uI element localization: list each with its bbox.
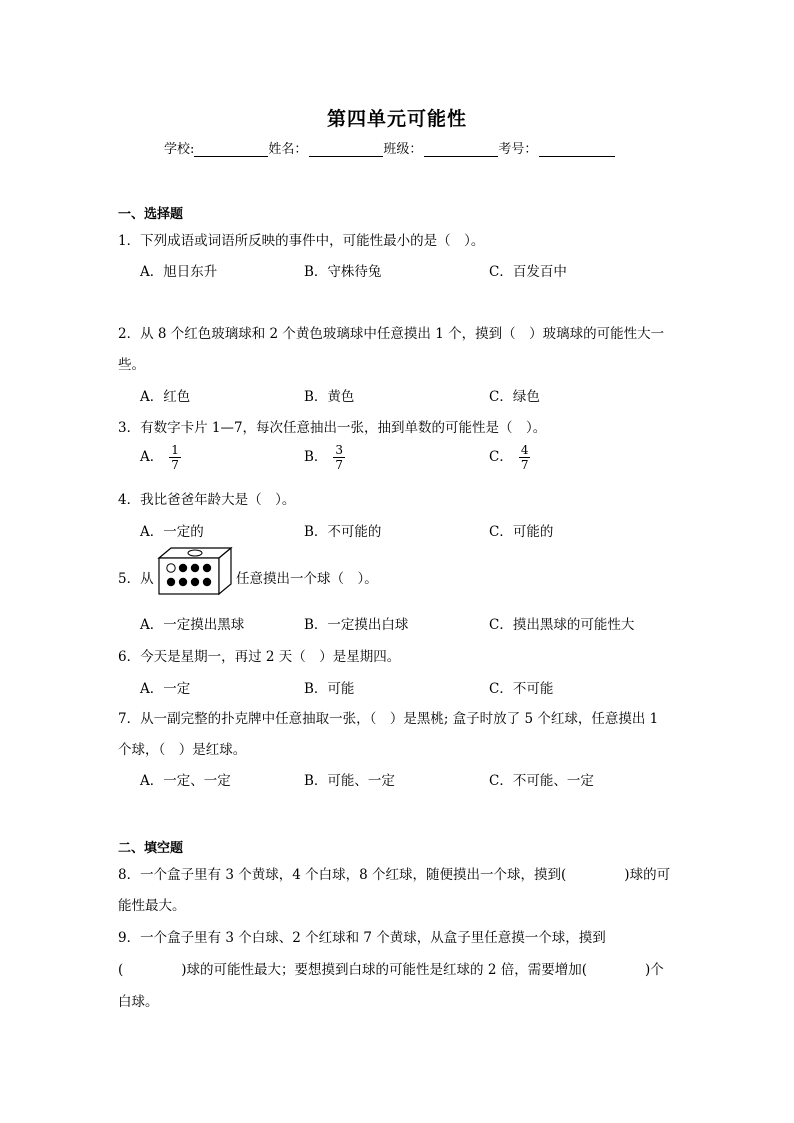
q3-option-c [489, 443, 530, 472]
page-title: 第四单元可能性 [326, 108, 467, 130]
q1-option-b: B．守株待兔 [304, 264, 382, 280]
q5-option-a: A．一定摸出黑球 [140, 617, 245, 633]
q3-b-numerator: 3 [335, 443, 344, 457]
question-6: 6．今天是星期一，再过 2 天（ ）是星期四。 [118, 649, 401, 665]
q8-text-a: 8．一个盒子里有 3 个黄球，4 个白球，8 个红球，随便摸出一个球，摸到( [118, 867, 567, 883]
q3-option-a [140, 443, 181, 472]
q1-option-a: A．旭日东升 [140, 264, 218, 280]
question-8-line-2: 能性最大。 [118, 898, 186, 914]
q4-option-b: B．不可能的 [304, 524, 382, 540]
q8-text-b: )球的可 [624, 867, 671, 883]
q3-a-denominator: 7 [171, 458, 179, 472]
question-9-line-1: 9．一个盒子里有 3 个白球、2 个红球和 7 个黄球，从盒子里任意摸一个球，摸到 [118, 930, 606, 946]
question-3: 3．有数字卡片 1—7，每次任意抽出一张，抽到单数的可能性是（ ）。 [118, 420, 547, 436]
exam-no-blank[interactable] [539, 142, 615, 157]
q3-c-label: C． [489, 449, 513, 465]
q3-b-label: B． [304, 449, 328, 465]
school-blank[interactable] [194, 142, 268, 157]
q3-a-label: A． [140, 449, 164, 465]
q7-option-a: A．一定、一定 [140, 773, 231, 789]
q6-option-b: B．可能 [304, 681, 355, 697]
q2-option-c: C．绿色 [489, 389, 540, 405]
q9-text-a: ( [118, 962, 124, 978]
exam-no-label: 考号： [498, 142, 538, 157]
question-2-line-2: 些。 [118, 357, 145, 373]
ball-box-icon [157, 546, 233, 600]
q9-text-b: )球的可能性最大；要想摸到白球的可能性是红球的 2 倍，需要增加( [181, 962, 587, 978]
q4-option-c: C．可能的 [489, 524, 554, 540]
class-blank[interactable] [424, 142, 498, 157]
section-fill-heading: 二、填空题 [118, 841, 184, 856]
q3-option-b [304, 443, 345, 472]
question-7-line-2: 个球，（ ）是红球。 [118, 742, 247, 758]
question-1: 1．下列成语或词语所反映的事件中，可能性最小的是（ ）。 [118, 233, 485, 249]
question-5-suffix: 任意摸出一个球（ ）。 [236, 571, 378, 587]
section-choice-heading: 一、选择题 [118, 207, 184, 222]
name-label: 姓名： [268, 142, 308, 157]
q4-option-a: A．一定的 [140, 524, 204, 540]
q9-text-c: )个 [645, 962, 664, 978]
question-4: 4．我比爸爸年龄大是（ ）。 [118, 492, 296, 508]
q3-a-fraction [169, 443, 181, 472]
q3-b-denominator: 7 [335, 458, 344, 472]
q5-option-b: B．一定摸出白球 [304, 617, 409, 633]
q2-option-b: B．黄色 [304, 389, 355, 405]
school-label: 学校: [164, 142, 195, 157]
question-9-line-2 [118, 958, 664, 978]
q3-b-fraction [333, 443, 345, 472]
q5-option-c: C．摸出黑球的可能性大 [489, 617, 635, 633]
question-8-line-1 [118, 863, 670, 883]
name-blank[interactable] [309, 142, 383, 157]
q3-c-fraction [519, 443, 531, 472]
q1-option-c: C．百发百中 [489, 264, 567, 280]
q6-option-c: C．不可能 [489, 681, 554, 697]
student-info-line [164, 138, 615, 157]
class-label: 班级： [383, 142, 423, 157]
q3-c-denominator: 7 [520, 458, 529, 472]
q7-option-b: B．可能、一定 [304, 773, 395, 789]
question-7-line-1: 7．从一副完整的扑克牌中任意抽取一张，（ ）是黑桃; 盒子时放了 5 个红球，任意摸出 1 [118, 711, 659, 727]
question-5-prefix: 5．从 [118, 571, 154, 587]
q3-c-numerator: 4 [520, 443, 529, 457]
question-9-line-3: 白球。 [118, 994, 159, 1010]
q7-option-c: C．不可能、一定 [489, 773, 594, 789]
q2-option-a: A．红色 [140, 389, 191, 405]
question-2-line-1: 2．从 8 个红色玻璃球和 2 个黄色玻璃球中任意摸出 1 个，摸到（ ）玻璃球的可能性大一 [118, 326, 665, 342]
q3-a-numerator: 1 [171, 443, 179, 457]
q6-option-a: A．一定 [140, 681, 191, 697]
